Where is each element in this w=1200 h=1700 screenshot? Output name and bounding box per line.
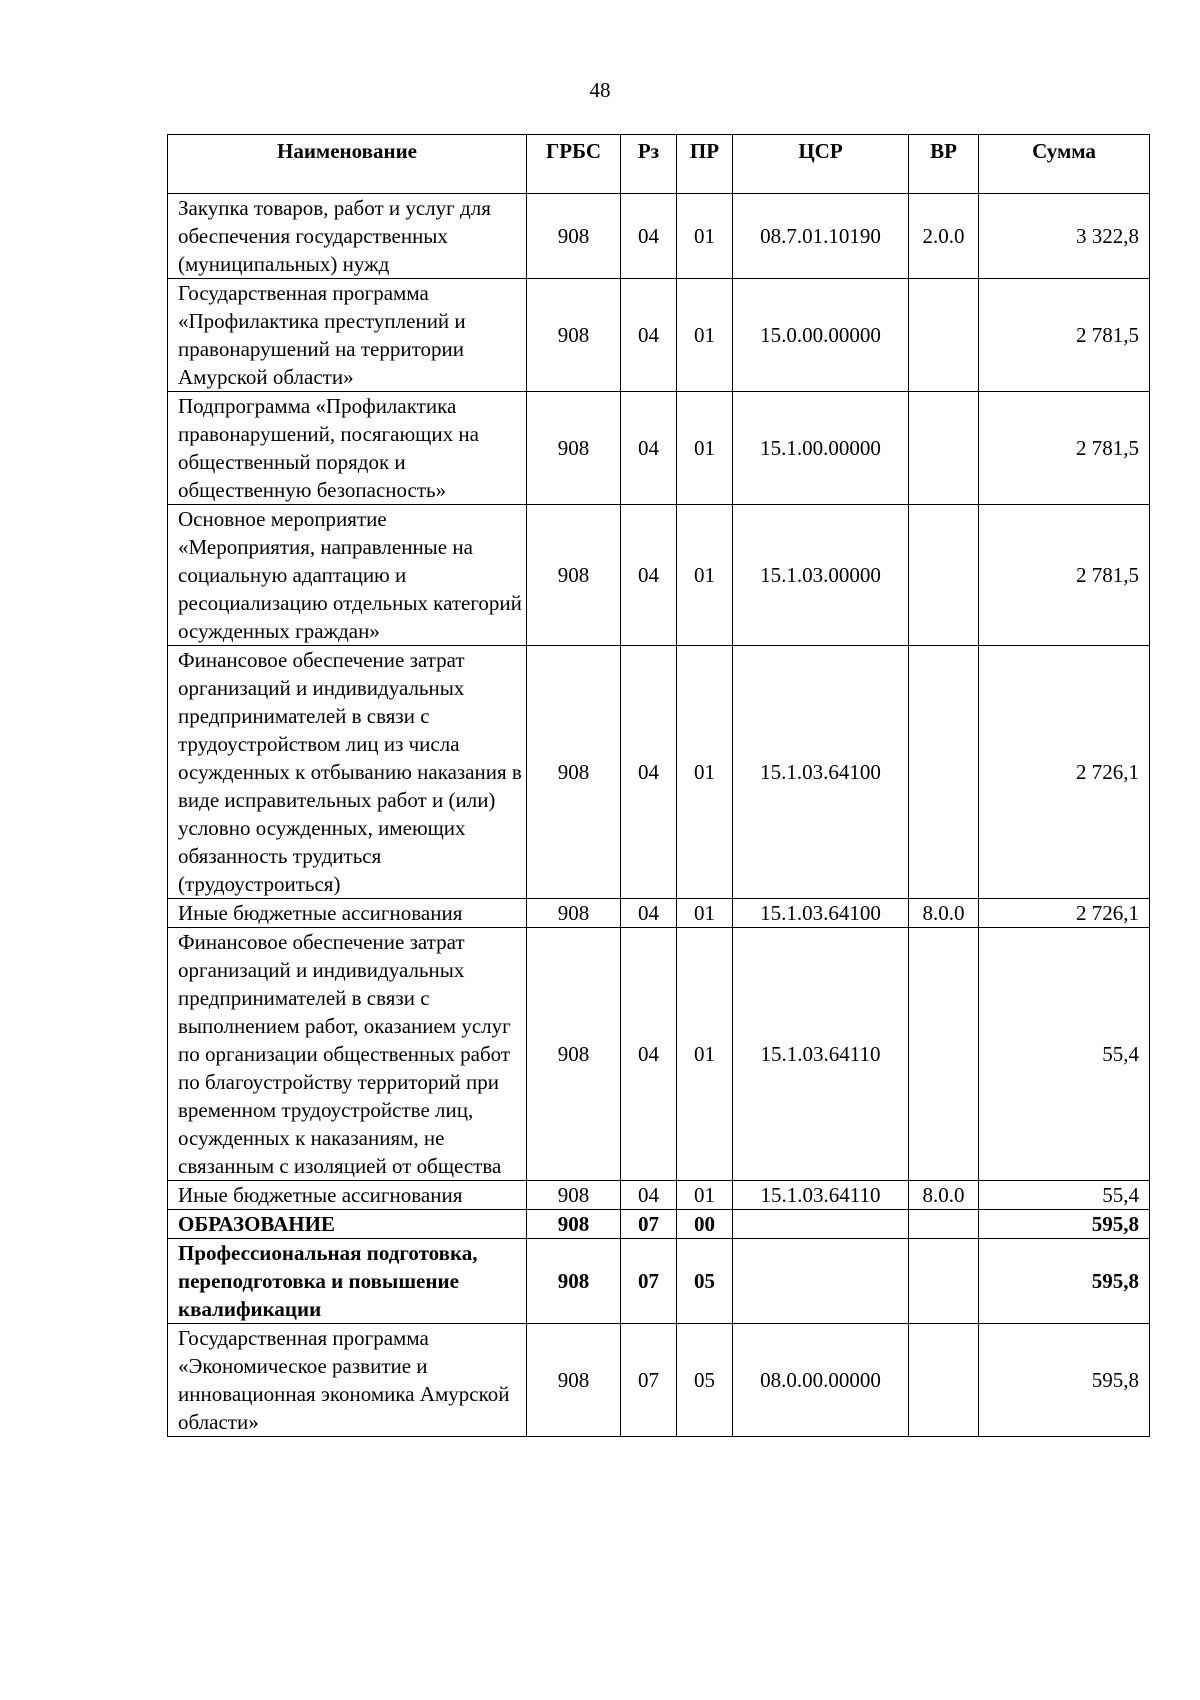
cell-sum: 595,8 (979, 1324, 1150, 1437)
cell-rz: 04 (621, 392, 677, 505)
cell-rz: 04 (621, 928, 677, 1181)
page-number: 48 (589, 78, 611, 102)
table-row (168, 928, 1150, 1181)
cell-sum: 55,4 (979, 928, 1150, 1181)
cell-grbs: 908 (527, 646, 621, 899)
cell-grbs: 908 (527, 1324, 621, 1437)
table-row-subsection (168, 1239, 1150, 1324)
cell-pr: 01 (677, 505, 733, 646)
cell-name: Финансовое обеспечение затрат организаций и индивидуальных предпринимателей в связи с выполнением работ, оказанием услуг по организации общественных работ по благоустройству территорий при временном трудоустройстве лиц, осужденных к наказаниям, не связанным с изоляцией от общества (168, 928, 527, 1181)
cell-grbs: 908 (527, 1181, 621, 1210)
cell-sum: 2 781,5 (979, 505, 1150, 646)
cell-csr: 08.0.00.00000 (733, 1324, 909, 1437)
cell-vr (909, 279, 979, 392)
cell-name: Государственная программа «Экономическое развитие и инновационная экономика Амурской области» (168, 1324, 527, 1437)
cell-pr: 01 (677, 1181, 733, 1210)
cell-rz: 04 (621, 279, 677, 392)
budget-table (167, 134, 1150, 1437)
cell-csr (733, 1210, 909, 1239)
cell-csr: 15.1.03.64110 (733, 1181, 909, 1210)
cell-sum: 3 322,8 (979, 194, 1150, 279)
col-header-grbs: ГРБС (527, 135, 621, 194)
cell-rz: 04 (621, 646, 677, 899)
cell-name: Финансовое обеспечение затрат организаций и индивидуальных предпринимателей в связи с трудоустройством лиц из числа осужденных к отбыванию наказания в виде исправительных работ и (или) условно осужденных, имеющих обязанность трудиться (трудоустроиться) (168, 646, 527, 899)
table-row (168, 1324, 1150, 1437)
cell-pr: 01 (677, 194, 733, 279)
cell-vr (909, 646, 979, 899)
col-header-csr: ЦСР (733, 135, 909, 194)
cell-sum: 595,8 (979, 1239, 1150, 1324)
cell-rz: 07 (621, 1324, 677, 1437)
cell-grbs: 908 (527, 194, 621, 279)
cell-csr: 15.1.03.64100 (733, 899, 909, 928)
cell-rz: 07 (621, 1239, 677, 1324)
cell-rz: 07 (621, 1210, 677, 1239)
cell-sum: 2 781,5 (979, 392, 1150, 505)
col-header-sum: Сумма (979, 135, 1150, 194)
cell-grbs: 908 (527, 505, 621, 646)
cell-pr: 05 (677, 1324, 733, 1437)
table-row-section (168, 1210, 1150, 1239)
cell-csr: 15.1.03.64100 (733, 646, 909, 899)
cell-name: Профессиональная подготовка, переподготовка и повышение квалификации (168, 1239, 527, 1324)
cell-vr (909, 1210, 979, 1239)
cell-vr: 8.0.0 (909, 1181, 979, 1210)
cell-sum: 2 726,1 (979, 899, 1150, 928)
cell-pr: 01 (677, 279, 733, 392)
cell-grbs: 908 (527, 928, 621, 1181)
table-row (168, 392, 1150, 505)
col-header-rz: Рз (621, 135, 677, 194)
cell-pr: 05 (677, 1239, 733, 1324)
cell-vr (909, 1239, 979, 1324)
table-row (168, 646, 1150, 899)
cell-rz: 04 (621, 899, 677, 928)
cell-name: Государственная программа «Профилактика преступлений и правонарушений на территории Амурской области» (168, 279, 527, 392)
cell-pr: 01 (677, 392, 733, 505)
cell-name: Иные бюджетные ассигнования (168, 899, 527, 928)
cell-rz: 04 (621, 1181, 677, 1210)
cell-sum: 595,8 (979, 1210, 1150, 1239)
cell-rz: 04 (621, 505, 677, 646)
cell-name: Закупка товаров, работ и услуг для обеспечения государственных (муниципальных) нужд (168, 194, 527, 279)
cell-name: ОБРАЗОВАНИЕ (168, 1210, 527, 1239)
cell-vr (909, 1324, 979, 1437)
cell-csr: 08.7.01.10190 (733, 194, 909, 279)
cell-csr: 15.1.03.00000 (733, 505, 909, 646)
table-row (168, 899, 1150, 928)
cell-sum: 2 726,1 (979, 646, 1150, 899)
cell-vr: 2.0.0 (909, 194, 979, 279)
cell-vr (909, 505, 979, 646)
cell-csr: 15.0.00.00000 (733, 279, 909, 392)
table-row (168, 1181, 1150, 1210)
table-row (168, 194, 1150, 279)
cell-vr (909, 392, 979, 505)
cell-pr: 01 (677, 646, 733, 899)
cell-pr: 01 (677, 899, 733, 928)
col-header-pr: ПР (677, 135, 733, 194)
table-row (168, 505, 1150, 646)
cell-grbs: 908 (527, 899, 621, 928)
col-header-vr: ВР (909, 135, 979, 194)
cell-csr: 15.1.03.64110 (733, 928, 909, 1181)
col-header-name: Наименование (168, 135, 527, 194)
cell-pr: 00 (677, 1210, 733, 1239)
cell-csr (733, 1239, 909, 1324)
cell-rz: 04 (621, 194, 677, 279)
cell-vr (909, 928, 979, 1181)
cell-vr: 8.0.0 (909, 899, 979, 928)
table-row (168, 279, 1150, 392)
cell-name: Иные бюджетные ассигнования (168, 1181, 527, 1210)
header-row (168, 135, 1150, 194)
cell-csr: 15.1.00.00000 (733, 392, 909, 505)
cell-name: Основное мероприятие «Мероприятия, направленные на социальную адаптацию и ресоциализацию отдельных категорий осужденных граждан» (168, 505, 527, 646)
cell-sum: 55,4 (979, 1181, 1150, 1210)
cell-grbs: 908 (527, 1210, 621, 1239)
cell-grbs: 908 (527, 1239, 621, 1324)
cell-grbs: 908 (527, 279, 621, 392)
cell-pr: 01 (677, 928, 733, 1181)
cell-name: Подпрограмма «Профилактика правонарушений, посягающих на общественный порядок и общественную безопасность» (168, 392, 527, 505)
cell-sum: 2 781,5 (979, 279, 1150, 392)
cell-grbs: 908 (527, 392, 621, 505)
